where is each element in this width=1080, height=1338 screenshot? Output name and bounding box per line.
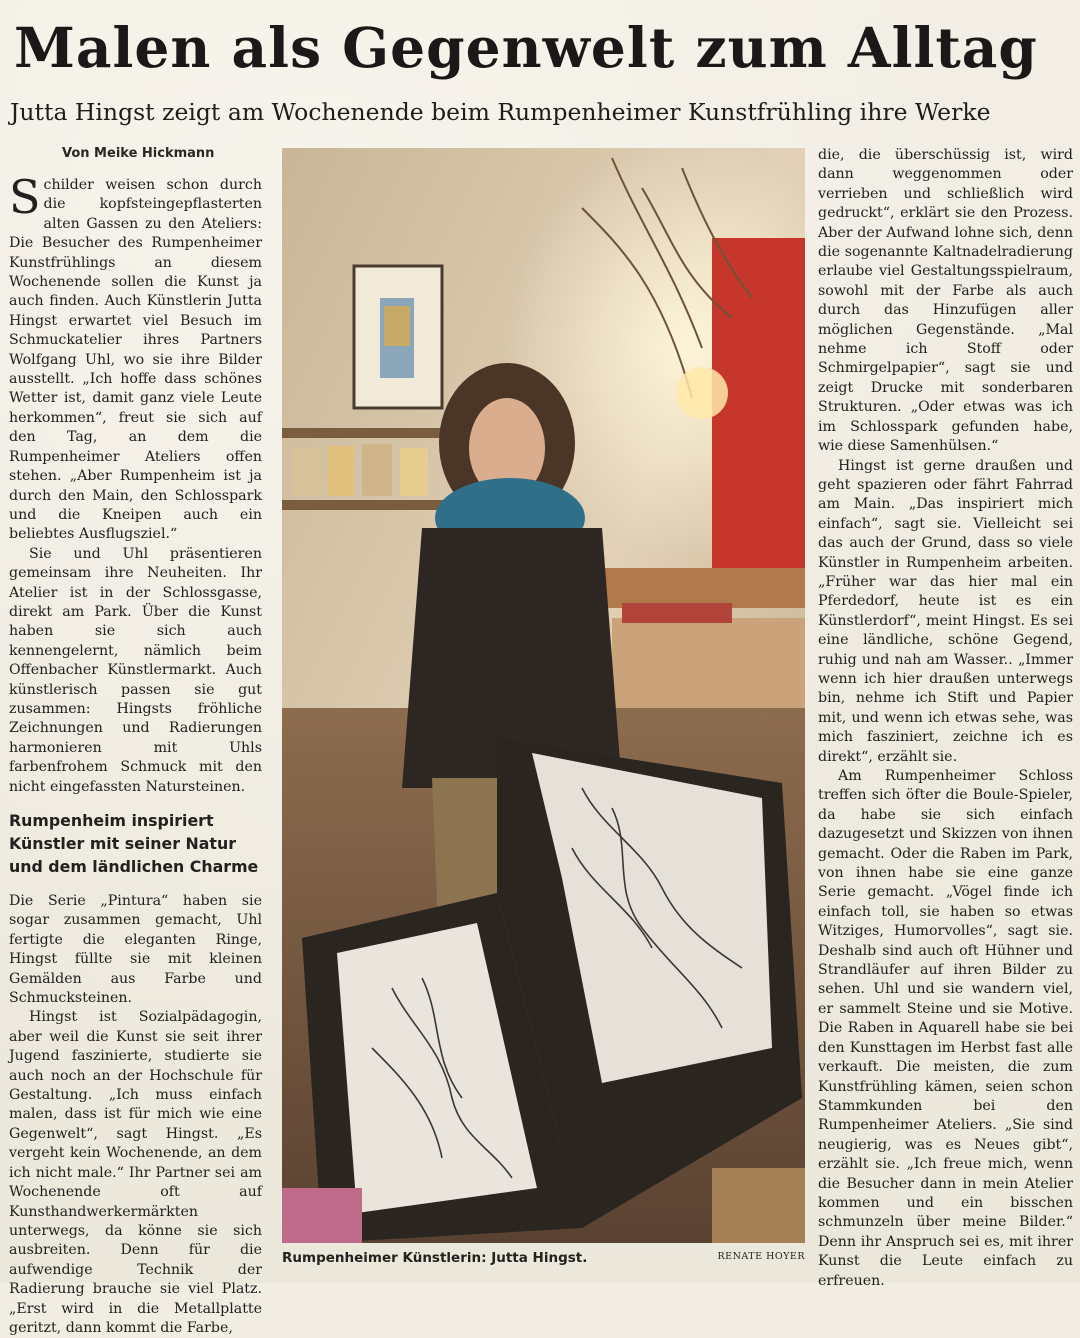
- right-column: [818, 146, 1073, 1289]
- left-column: [9, 170, 262, 1336]
- article-photo: [282, 148, 805, 1243]
- paragraph-text: childer weisen schon durch die kopfsteingepflasterten alten Gassen zu den Ateliers: Die Besucher des Rumpenheimer Kunstfrühlings an diesem Wochenende sollen die Kunst ja auch finden. Auch Künstlerin Jutta Hingst erwartet viel Besuch im Schmuckatelier ihres Partners Wolfgang Uhl, wo sie ihre Bilder ausstellt. „Ich hoffe dass schönes Wetter ist, damit ganz viele Leute herkommen“, freut sie sich auf den Tag, an dem die Rumpenheimer Ateliers offen stehen. „Aber Rumpenheim ist ja durch den Main, den Schlosspark und die Kneipen auch ein beliebtes Ausflugsziel.“: [9, 177, 262, 543]
- paragraph: [9, 170, 262, 545]
- paragraph: die, die überschüssig ist, wird dann weggenommen oder verrieben und schließlich wird gedruckt“, erklärt sie den Prozess. Aber der Aufwand lohne sich, denn die sogenannte Kaltnadelradierung erlaube viel Gestaltungsspielraum, sowohl mit der Farbe als auch durch das Hinzufügen aller möglichen Gegenstände. „Mal nehme ich Stoff oder Schmirgelpapier“, sagt sie und zeigt Drucke mit sonderbaren Strukturen. „Oder etwas was ich im Schlosspark gefunden habe, wie diese Samenhülsen.“: [818, 147, 1073, 455]
- caption-text: Rumpenheimer Künstlerin: Jutta Hingst.: [282, 1250, 588, 1266]
- photo-credit: RENATE HOYER: [717, 1251, 805, 1262]
- paragraph: Die Serie „Pintura“ haben sie sogar zusammen gemacht, Uhl fertigte die eleganten Ringe, Hingst füllte sie mit kleinen Gemälden aus Farbe und Schmucksteinen.: [9, 893, 262, 1007]
- byline: Von Meike Hickmann: [62, 146, 215, 161]
- counter: [582, 568, 805, 608]
- paragraph: Sie und Uhl präsentieren gemeinsam ihre Neuheiten. Ihr Atelier ist in der Schlossgasse, direkt am Park. Über die Kunst haben sie sich auch kennengelernt, nämlich beim Offenbacher Künstlermarkt. Auch künstlerisch passen sie gut zusammen: Hingsts fröhliche Zeichnungen und Radierungen harmonieren mit Uhls farbenfrohem Schmuck mit den nicht eingefassten Natursteinen.: [9, 545, 262, 795]
- paragraph: Am Rumpenheimer Schloss treffen sich öfter die Boule-Spieler, da habe sie sich einfach dazugesetzt und Skizzen von ihnen gemacht. Oder die Raben im Park, von ihnen habe sie eine ganze Serie gemacht. „Vögel finde ich einfach toll, sie haben so etwas Witziges, Humorvolles“, sagt sie. Deshalb sind auch oft Hühner und Strandläufer auf ihren Bilder zu sehen. Uhl und sie wandern viel, er sammelt Steine und sie Motive. Die Raben in Aquarell habe sie bei den Kunsttagen im Herbst fast alle verkauft. Die meisten, die zum Kunstfrühling kämen, seien schon Stammkunden bei den Rumpenheimer Ateliers. „Sie sind neugierig, was es Neues gibt“, erzählt sie. „Ich freue mich, wenn die Besucher dann in mein Atelier kommen und ein bisschen schmunzeln über meine Bilder.“ Denn ihr Anspruch sei es, mit ihrer Kunst die Leute einfach zu erfreuen.: [818, 768, 1073, 1289]
- headline: Malen als Gegenwelt zum Alltag: [14, 15, 1038, 80]
- photo-illustration: [282, 148, 805, 1243]
- lamp: [676, 367, 728, 419]
- paragraph: Hingst ist Sozialpädagogin, aber weil die Kunst sie seit ihrer Jugend faszinierte, studierte sie auch noch an der Hochschule für Gestaltung. „Ich muss einfach malen, dass ist für mich wie eine Gegenwelt“, sagt Hingst. „Es vergeht kein Wochenende, an dem ich nicht male.“ Ihr Partner sei am Wochenende oft auf Kunsthandwerkermärkten unterwegs, da könne sie sich ausbreiten. Denn für die aufwendige Technik der Radierung brauche sie viel Platz. „Erst wird in die Metallplatte geritzt, dann kommt die Farbe,: [9, 1009, 262, 1336]
- paragraph: Hingst ist gerne draußen und geht spazieren oder fährt Fahrrad am Main. „Das inspiriert mich einfach“, sagt sie. Vielleicht sei das auch der Grund, dass so viele Künstler in Rumpenheim arbeiten. „Früher war das hier mal ein Pferdedorf, heute ist es ein Künstlerdorf“, meint Hingst. Es sei eine ländliche, schöne Gegend, ruhig und nah am Wasser.. „Immer wenn ich hier draußen unterwegs bin, nehme ich Stift und Papier mit, und wenn ich etwas sehe, was mich fasziniert, zeichne ich es direkt“, erzählt sie.: [818, 457, 1073, 765]
- section-subheading: Rumpenheim inspiriert Künstler mit seiner Natur und dem ländlichen Charme: [9, 811, 259, 876]
- photo-caption: [282, 1250, 805, 1266]
- shelf: [282, 428, 452, 438]
- drop-cap: S: [9, 170, 41, 224]
- subheadline: Jutta Hingst zeigt am Wochenende beim Rumpenheimer Kunstfrühling ihre Werke: [10, 98, 991, 126]
